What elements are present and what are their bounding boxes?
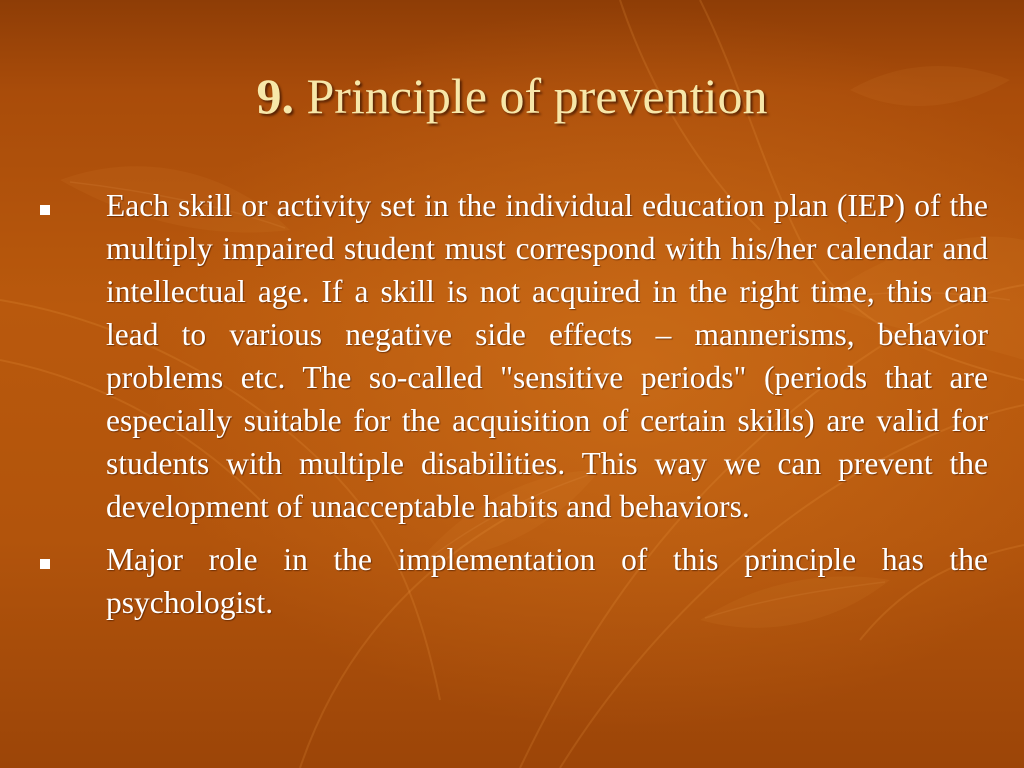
slide-title: [0, 66, 1024, 126]
bullet-text: Major role in the implementation of this principle has the psychologist.: [106, 542, 988, 620]
bullet-text: Each skill or activity set in the individual education plan (IEP) of the multiply impaired student must correspond with his/her calendar and intellectual age. If a skill is not acquired in the right time, this can lead to various negative side effects – mannerisms, behavior problems etc. The so-called "sensitive periods" (periods that are especially suitable for the acquisition of certain skills) are valid for students with multiple disabilities. This way we can prevent the development of unacceptable habits and behaviors.: [106, 188, 988, 524]
bullet-item: [36, 184, 988, 528]
slide-title-number: 9.: [256, 68, 294, 124]
square-bullet-icon: [40, 205, 50, 215]
bullet-item: [36, 538, 988, 624]
square-bullet-icon: [40, 559, 50, 569]
bullet-list: [36, 184, 988, 634]
slide-title-text: Principle of prevention: [294, 68, 768, 124]
